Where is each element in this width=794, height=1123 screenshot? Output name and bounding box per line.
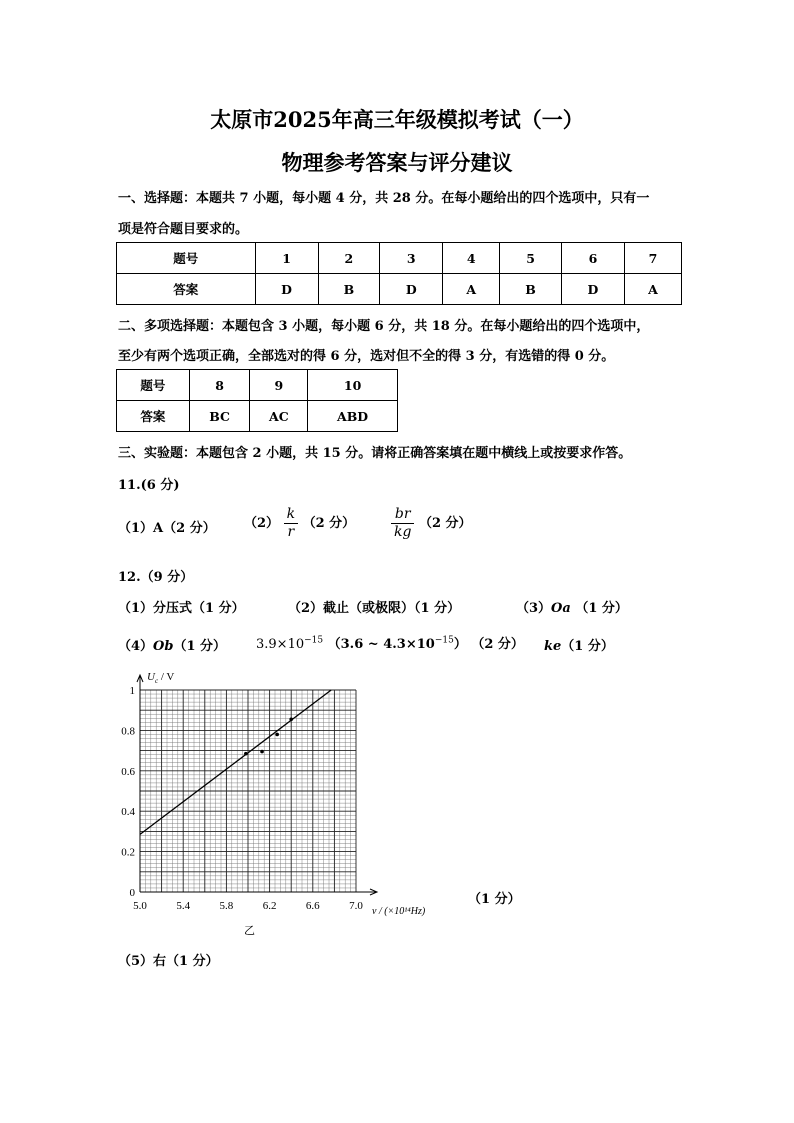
q12-part4-prefix: （4） <box>118 639 154 654</box>
q12-part4-score: （1 分） <box>173 639 227 654</box>
table-row <box>117 401 398 432</box>
table-cell: A <box>443 274 500 305</box>
table-cell: 7 <box>624 243 681 274</box>
fit-line <box>140 690 331 834</box>
table-cell: B <box>500 274 562 305</box>
table-cell: D <box>561 274 624 305</box>
x-tick-label: 7.0 <box>349 900 363 912</box>
q11-part1: （1）A（2 分） <box>118 521 216 536</box>
y-tick-label: 1 <box>129 685 135 697</box>
x-tick-label: 6.6 <box>305 900 320 912</box>
q12-part4-value <box>256 633 524 652</box>
chart-series <box>140 690 331 834</box>
table-row <box>117 274 682 305</box>
table-cell: 4 <box>443 243 500 274</box>
section2-instructions-line2: 至少有两个选项正确，全部选对的得 6 分，选对但不全的得 3 分，有选错的得 0 分。 <box>118 349 615 364</box>
table-row <box>117 370 398 401</box>
page-subtitle: 物理参考答案与评分建议 <box>281 150 513 175</box>
q12-part3-score: （1 分） <box>575 601 628 616</box>
section2-instructions-line1: 二、多项选择题：本题包含 3 小题，每小题 6 分，共 18 分。在每小题给出的四个选项中， <box>118 319 650 334</box>
q11-part2-prefix: （2） <box>244 516 280 531</box>
table-row-label: 题号 <box>117 370 190 401</box>
section1-instructions-line2: 项是符合题目要求的。 <box>118 222 249 237</box>
q12-header: 12.（9 分） <box>118 570 194 585</box>
fraction-denominator: kg <box>394 524 412 540</box>
photoelectric-graph <box>120 666 460 938</box>
table-cell: 9 <box>250 370 308 401</box>
x-tick-label: 5.8 <box>219 900 234 912</box>
x-tick-label: 5.4 <box>176 900 191 912</box>
fraction-numerator: br <box>391 506 414 524</box>
q11-part2 <box>244 506 355 541</box>
section2-answer-table <box>116 369 398 432</box>
y-tick-label: 0 <box>129 887 135 899</box>
chart-axes <box>137 675 377 895</box>
table-cell: 8 <box>189 370 250 401</box>
data-point <box>275 733 279 737</box>
section3-instructions: 三、实验题：本题包含 2 小题，共 15 分。请将正确答案填在题中横线上或按要求作答。 <box>118 446 632 461</box>
table-cell: B <box>318 274 380 305</box>
table-cell: BC <box>189 401 250 432</box>
q12-range-score: （2 分） <box>471 637 524 652</box>
fraction-numerator: k <box>284 506 298 524</box>
q12-range-open: （3.6 ~ 4.3×10 <box>327 637 435 652</box>
data-point <box>289 717 293 721</box>
q12-graph-score: （1 分） <box>468 892 521 907</box>
table-cell: AC <box>250 401 308 432</box>
y-tick-label: 0.6 <box>121 765 135 778</box>
table-row-label: 题号 <box>117 243 256 274</box>
x-tick-label: 5.0 <box>133 900 147 912</box>
table-cell: 10 <box>308 370 398 401</box>
table-cell: 6 <box>561 243 624 274</box>
fraction-denominator: r <box>287 524 295 540</box>
q12-range-exponent: −15 <box>434 635 454 646</box>
q12-value-exponent: −15 <box>304 635 324 646</box>
q12-ke-answer: ke <box>544 639 562 654</box>
q12-part3-prefix: （3） <box>516 601 552 616</box>
data-point <box>260 750 264 754</box>
q12-part1: （1）分压式（1 分） <box>118 601 245 616</box>
table-cell: D <box>380 274 443 305</box>
table-cell: 5 <box>500 243 562 274</box>
q12-part4 <box>118 635 226 654</box>
y-axis-label: $U_c$ / V <box>147 671 175 685</box>
q12-value-mantissa: 3.9×10 <box>256 637 305 652</box>
chart-tick-labels <box>121 685 363 912</box>
data-point <box>244 752 248 756</box>
q12-part4-answer: Ob <box>153 639 174 654</box>
y-tick-label: 0.4 <box>121 806 135 819</box>
table-cell: D <box>255 274 318 305</box>
table-row-label: 答案 <box>117 274 256 305</box>
table-row <box>117 243 682 274</box>
q12-part3 <box>516 597 628 616</box>
table-cell: 3 <box>380 243 443 274</box>
q12-part3-answer: Oa <box>551 601 571 616</box>
x-axis-label: ν / (×10¹⁴Hz) <box>372 906 426 917</box>
y-tick-label: 0.2 <box>121 846 135 859</box>
q11-part2-fraction <box>284 506 298 541</box>
page-title: 太原市2025年高三年级模拟考试（一） <box>210 107 584 132</box>
q11-part3 <box>391 506 472 541</box>
q11-part2-score: （2 分） <box>302 516 356 531</box>
table-cell: 2 <box>318 243 380 274</box>
y-tick-label: 0.8 <box>121 725 135 738</box>
q12-ke-score: （1 分） <box>561 639 614 654</box>
q12-part2: （2）截止（或极限）（1 分） <box>288 601 461 616</box>
chart-axis-labels <box>147 671 426 937</box>
q11-header: 11.(6 分) <box>118 478 180 493</box>
section1-answer-table <box>116 242 682 305</box>
table-cell: ABD <box>308 401 398 432</box>
table-cell: A <box>624 274 681 305</box>
x-tick-label: 6.2 <box>262 900 277 912</box>
q11-part3-fraction <box>391 506 414 541</box>
table-row-label: 答案 <box>117 401 190 432</box>
q12-part4-ke <box>544 635 614 654</box>
q12-range-close: ） <box>453 637 467 652</box>
q12-part5: （5）右（1 分） <box>118 954 219 969</box>
table-cell: 1 <box>255 243 318 274</box>
q11-part3-score: （2 分） <box>418 516 472 531</box>
chart-caption: 乙 <box>244 925 255 937</box>
section1-instructions-line1: 一、选择题：本题共 7 小题，每小题 4 分，共 28 分。在每小题给出的四个选项中，只有一 <box>118 191 650 206</box>
